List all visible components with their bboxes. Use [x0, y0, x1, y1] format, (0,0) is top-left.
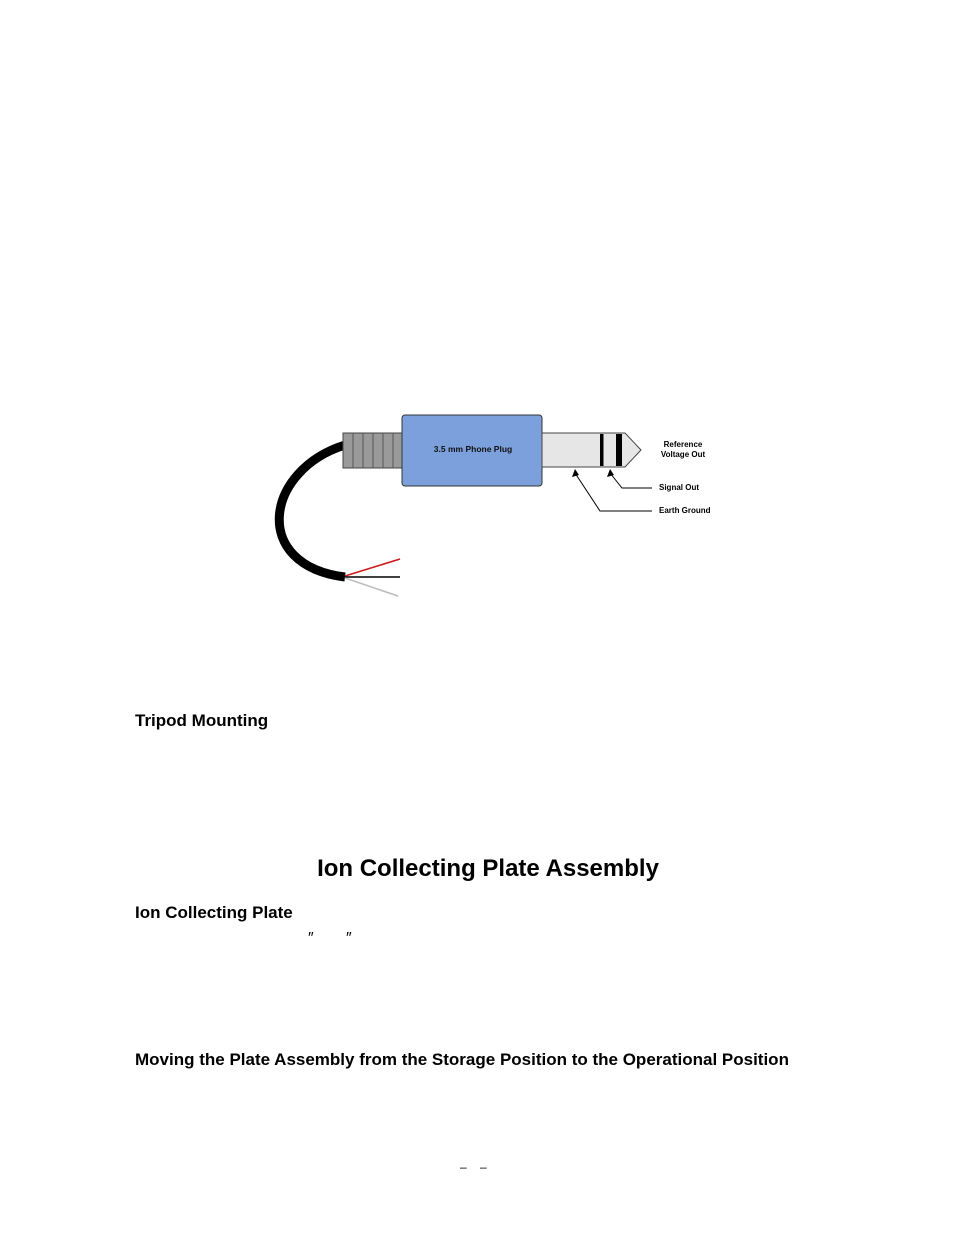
gray-wire: [345, 578, 398, 596]
ground-arrow: [572, 469, 579, 477]
heading-moving-plate: Moving the Plate Assembly from the Storage Position to the Operational Position: [135, 1050, 789, 1069]
phone-plug-diagram: [255, 405, 735, 605]
callout-signal: Signal Out: [659, 483, 699, 492]
tip-band: [616, 434, 622, 466]
strain-relief: [343, 433, 403, 468]
heading-ion-collecting-plate-assembly: Ion Collecting Plate Assembly: [317, 855, 659, 882]
signal-arrow: [607, 469, 614, 477]
signal-leader: [610, 473, 652, 488]
ground-leader: [575, 473, 652, 511]
red-wire: [345, 559, 400, 576]
cable: [279, 445, 345, 577]
callout-ground: Earth Ground: [659, 506, 711, 515]
plug-label: 3.5 mm Phone Plug: [433, 444, 513, 454]
quote-mark-open: ″: [308, 930, 314, 947]
ring-band: [600, 434, 604, 466]
callout-reference-line2: Voltage Out: [660, 450, 706, 459]
heading-tripod-mounting: Tripod Mounting: [135, 711, 269, 730]
callout-reference-line1: Reference: [663, 440, 703, 449]
page-number-dash-left: –: [460, 1160, 467, 1174]
quote-mark-close: ″: [346, 930, 352, 947]
page-number-dash-right: –: [480, 1160, 487, 1174]
heading-ion-collecting-plate: Ion Collecting Plate: [135, 903, 293, 922]
plug-sleeve: [542, 433, 641, 467]
